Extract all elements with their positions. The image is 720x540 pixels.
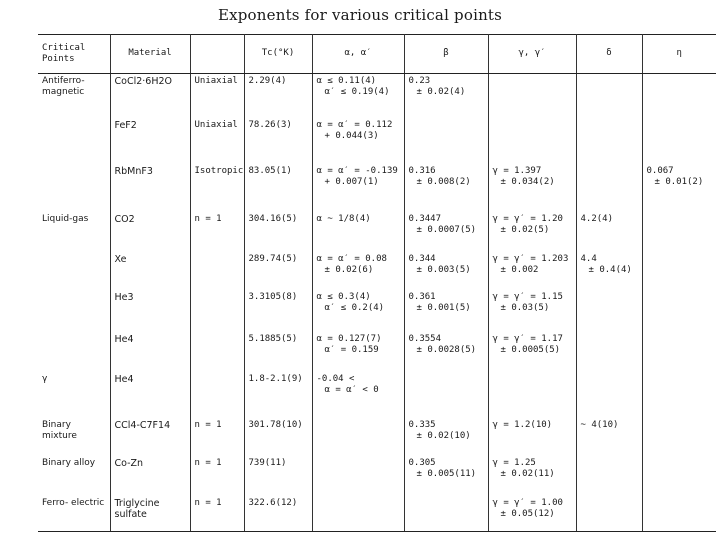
cell-tc xyxy=(244,418,312,456)
cell-gamma xyxy=(488,252,576,290)
alpha-value: α ~ 1/8(4) xyxy=(316,213,371,224)
cell-beta xyxy=(404,372,488,418)
cell-beta xyxy=(404,496,488,532)
cell-type xyxy=(190,164,244,212)
alpha-value: α = 0.127(7) xyxy=(316,333,382,344)
cell-beta xyxy=(404,290,488,332)
critical-value: Liquid-gas xyxy=(42,213,89,224)
gamma-value: γ = 1.397 xyxy=(492,165,542,176)
cell-gamma xyxy=(488,290,576,332)
cell-critical xyxy=(38,496,110,532)
header-beta: β xyxy=(404,35,488,74)
cell-beta xyxy=(404,456,488,496)
cell-delta xyxy=(576,212,642,252)
cell-critical xyxy=(38,164,110,212)
cell-delta xyxy=(576,118,642,164)
gamma-value-line2: ± 0.02(11) xyxy=(500,468,555,479)
cell-material xyxy=(110,252,190,290)
alpha-value: α = α′ = 0.112 xyxy=(316,119,393,130)
gamma-value-line2: ± 0.0005(5) xyxy=(500,344,561,355)
type-value: Uniaxial xyxy=(194,76,238,86)
cell-tc xyxy=(244,164,312,212)
gamma-value-line2: ± 0.002 xyxy=(500,264,539,275)
gamma-value: γ = γ′ = 1.00 xyxy=(492,497,563,508)
tc-value: 78.26(3) xyxy=(248,119,292,130)
table-row xyxy=(38,74,716,118)
tc-value: 5.1885(5) xyxy=(248,333,298,344)
cell-critical xyxy=(38,118,110,164)
cell-critical xyxy=(38,290,110,332)
beta-value-line2: ± 0.02(10) xyxy=(416,430,471,441)
cell-type xyxy=(190,252,244,290)
cell-eta xyxy=(642,456,716,496)
alpha-value-line2: α′ = 0.159 xyxy=(324,344,379,355)
type-value: Isotropic xyxy=(194,165,244,176)
cell-tc xyxy=(244,118,312,164)
cell-tc xyxy=(244,456,312,496)
type-value: n = 1 xyxy=(194,213,222,224)
header-type xyxy=(190,35,244,74)
delta-value: 4.2(4) xyxy=(580,213,614,224)
cell-type xyxy=(190,212,244,252)
beta-value-line2: ± 0.003(5) xyxy=(416,264,471,275)
cell-tc xyxy=(244,252,312,290)
gamma-value-line2: ± 0.02(5) xyxy=(500,224,550,235)
beta-value-line2: ± 0.0007(5) xyxy=(416,224,477,235)
delta-value-line2: ± 0.4(4) xyxy=(588,264,632,275)
tc-value: 3.3105(8) xyxy=(248,291,298,302)
alpha-value: α = α′ = 0.08 xyxy=(316,253,387,264)
header-tc: Tc(°K) xyxy=(244,35,312,74)
cell-type xyxy=(190,456,244,496)
gamma-value: γ = γ′ = 1.203 xyxy=(492,253,569,264)
beta-value-line2: ± 0.001(5) xyxy=(416,302,471,313)
material-value: He3 xyxy=(114,291,134,303)
tc-value: 83.05(1) xyxy=(248,165,292,176)
table-row xyxy=(38,456,716,496)
alpha-value-line2: α′ ≤ 0.19(4) xyxy=(324,87,390,98)
gamma-value-line2: ± 0.05(12) xyxy=(500,508,555,519)
header-delta: δ xyxy=(576,35,642,74)
cell-gamma xyxy=(488,496,576,532)
table-row xyxy=(38,212,716,252)
cell-eta xyxy=(642,252,716,290)
tc-value: 739(11) xyxy=(248,457,287,468)
cell-critical xyxy=(38,332,110,372)
cell-tc xyxy=(244,74,312,118)
alpha-value: α = α′ = -0.139 xyxy=(316,165,398,176)
gamma-value: γ = 1.25 xyxy=(492,457,536,468)
cell-type xyxy=(190,118,244,164)
gamma-value: γ = γ′ = 1.20 xyxy=(492,213,563,224)
cell-delta xyxy=(576,496,642,532)
header-row xyxy=(38,35,716,74)
cell-material xyxy=(110,74,190,118)
beta-value: 0.316 xyxy=(408,165,436,176)
cell-beta xyxy=(404,212,488,252)
cell-alpha xyxy=(312,418,404,456)
cell-type xyxy=(190,418,244,456)
delta-value: 4.4 xyxy=(580,253,597,264)
cell-gamma xyxy=(488,74,576,118)
material-value: FeF2 xyxy=(114,119,137,131)
cell-eta xyxy=(642,118,716,164)
cell-material xyxy=(110,372,190,418)
table-row xyxy=(38,252,716,290)
cell-critical xyxy=(38,456,110,496)
critical-value: Binary alloy xyxy=(42,457,96,468)
cell-alpha xyxy=(312,74,404,118)
cell-type xyxy=(190,290,244,332)
cell-critical xyxy=(38,372,110,418)
tc-value: 1.8-2.1(9) xyxy=(248,373,303,384)
table-row xyxy=(38,332,716,372)
alpha-value-line2: + 0.007(1) xyxy=(324,176,379,187)
cell-delta xyxy=(576,252,642,290)
beta-value-line2: ± 0.005(11) xyxy=(416,468,477,479)
cell-material xyxy=(110,456,190,496)
beta-value: 0.3554 xyxy=(408,333,442,344)
table-row xyxy=(38,290,716,332)
eta-value: 0.067 xyxy=(646,165,674,176)
cell-delta xyxy=(576,418,642,456)
type-value: n = 1 xyxy=(194,497,222,508)
tc-value: 304.16(5) xyxy=(248,213,298,224)
table-row xyxy=(38,164,716,212)
material-value: Xe xyxy=(114,253,127,265)
header-material: Material xyxy=(110,35,190,74)
cell-beta xyxy=(404,118,488,164)
material-value: Co-Zn xyxy=(114,457,144,469)
cell-alpha xyxy=(312,118,404,164)
cell-alpha xyxy=(312,164,404,212)
cell-alpha xyxy=(312,372,404,418)
delta-value: ~ 4(10) xyxy=(580,419,619,430)
critical-value: Ferro- electric xyxy=(42,497,105,508)
cell-gamma xyxy=(488,164,576,212)
alpha-value: α ≤ 0.11(4) xyxy=(316,76,377,86)
cell-material xyxy=(110,332,190,372)
cell-critical xyxy=(38,252,110,290)
material-value: CO2 xyxy=(114,213,135,225)
cell-gamma xyxy=(488,332,576,372)
cell-beta xyxy=(404,252,488,290)
material-value: CCl4-C7F14 xyxy=(114,419,171,431)
cell-critical xyxy=(38,74,110,118)
material-value: Triglycine sulfate xyxy=(114,497,160,521)
cell-delta xyxy=(576,372,642,418)
type-value: Uniaxial xyxy=(194,119,238,130)
cell-delta xyxy=(576,74,642,118)
cell-delta xyxy=(576,290,642,332)
alpha-value: α ≤ 0.3(4) xyxy=(316,291,371,302)
beta-value: 0.344 xyxy=(408,253,436,264)
gamma-value-line2: ± 0.03(5) xyxy=(500,302,550,313)
beta-value: 0.305 xyxy=(408,457,436,468)
material-value: He4 xyxy=(114,333,134,345)
header-gamma: γ, γ′ xyxy=(488,35,576,74)
beta-value-line2: ± 0.008(2) xyxy=(416,176,471,187)
exponents-table xyxy=(38,34,716,532)
cell-delta xyxy=(576,164,642,212)
cell-material xyxy=(110,164,190,212)
cell-alpha xyxy=(312,252,404,290)
cell-critical xyxy=(38,418,110,456)
table-row xyxy=(38,118,716,164)
critical-value: γ xyxy=(42,373,48,384)
cell-type xyxy=(190,372,244,418)
alpha-value: -0.04 < xyxy=(316,373,355,384)
tc-value: 301.78(10) xyxy=(248,419,303,430)
gamma-value: γ = γ′ = 1.17 xyxy=(492,333,563,344)
cell-beta xyxy=(404,164,488,212)
beta-value: 0.3447 xyxy=(408,213,442,224)
eta-value-line2: ± 0.01(2) xyxy=(654,176,704,187)
tc-value: 322.6(12) xyxy=(248,497,298,508)
cell-tc xyxy=(244,290,312,332)
cell-delta xyxy=(576,456,642,496)
cell-gamma xyxy=(488,418,576,456)
cell-alpha xyxy=(312,332,404,372)
cell-eta xyxy=(642,212,716,252)
cell-material xyxy=(110,212,190,252)
tc-value: 289.74(5) xyxy=(248,253,298,264)
cell-gamma xyxy=(488,372,576,418)
cell-beta xyxy=(404,418,488,456)
table-row xyxy=(38,418,716,456)
cell-alpha xyxy=(312,290,404,332)
cell-type xyxy=(190,496,244,532)
cell-gamma xyxy=(488,118,576,164)
tc-value: 2.29(4) xyxy=(248,76,287,86)
cell-tc xyxy=(244,212,312,252)
type-value: n = 1 xyxy=(194,419,222,430)
cell-type xyxy=(190,332,244,372)
cell-material xyxy=(110,290,190,332)
cell-eta xyxy=(642,332,716,372)
cell-eta xyxy=(642,290,716,332)
cell-gamma xyxy=(488,212,576,252)
cell-tc xyxy=(244,372,312,418)
header-critical-points: Critical Points xyxy=(38,35,110,74)
cell-material xyxy=(110,118,190,164)
gamma-value: γ = 1.2(10) xyxy=(492,419,553,430)
cell-alpha xyxy=(312,212,404,252)
beta-value-line2: ± 0.0028(5) xyxy=(416,344,477,355)
alpha-value-line2: α′ ≤ 0.2(4) xyxy=(324,302,385,313)
gamma-value-line2: ± 0.034(2) xyxy=(500,176,555,187)
cell-alpha xyxy=(312,496,404,532)
cell-type xyxy=(190,74,244,118)
cell-eta xyxy=(642,74,716,118)
header-alpha: α, α′ xyxy=(312,35,404,74)
cell-tc xyxy=(244,332,312,372)
alpha-value-line2: α = α′ < 0 xyxy=(324,384,379,395)
cell-beta xyxy=(404,74,488,118)
table-row xyxy=(38,496,716,532)
cell-eta xyxy=(642,372,716,418)
gamma-value: γ = γ′ = 1.15 xyxy=(492,291,563,302)
table-row xyxy=(38,372,716,418)
material-value: He4 xyxy=(114,373,134,385)
cell-critical xyxy=(38,212,110,252)
cell-gamma xyxy=(488,456,576,496)
cell-eta xyxy=(642,418,716,456)
cell-alpha xyxy=(312,456,404,496)
table-title: Exponents for various critical points xyxy=(217,6,503,24)
header-eta: η xyxy=(642,35,716,74)
critical-value: Antiferro- magnetic xyxy=(42,76,85,98)
cell-material xyxy=(110,418,190,456)
cell-delta xyxy=(576,332,642,372)
beta-value: 0.335 xyxy=(408,419,436,430)
cell-material xyxy=(110,496,190,532)
material-value: CoCl2·6H2O xyxy=(114,76,172,87)
alpha-value-line2: + 0.044(3) xyxy=(324,130,379,141)
cell-eta xyxy=(642,164,716,212)
material-value: RbMnF3 xyxy=(114,165,153,177)
type-value: n = 1 xyxy=(194,457,222,468)
table-body xyxy=(38,74,716,532)
beta-value: 0.361 xyxy=(408,291,436,302)
alpha-value-line2: ± 0.02(6) xyxy=(324,264,374,275)
beta-value-line2: ± 0.02(4) xyxy=(416,87,466,98)
cell-tc xyxy=(244,496,312,532)
critical-value: Binary mixture xyxy=(42,419,77,441)
cell-beta xyxy=(404,332,488,372)
cell-eta xyxy=(642,496,716,532)
beta-value: 0.23 xyxy=(408,76,431,86)
